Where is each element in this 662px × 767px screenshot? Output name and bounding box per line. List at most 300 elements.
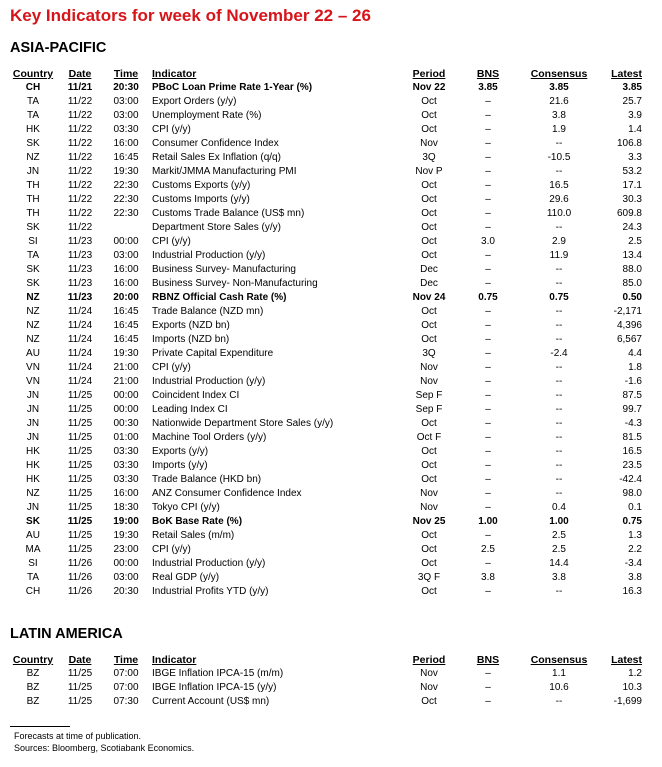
cell-date: 11/22 [67, 180, 93, 191]
cell-latest: 53.2 [622, 166, 642, 177]
cell-country: AU [26, 348, 40, 359]
cell-indicator: Retail Sales Ex Inflation (q/q) [152, 152, 281, 163]
cell-period: Oct [421, 96, 437, 107]
cell-consensus: 14.4 [549, 558, 569, 569]
cell-country: SI [28, 558, 38, 569]
cell-time: 03:30 [113, 124, 139, 135]
table-row [0, 473, 662, 487]
table-row [0, 179, 662, 193]
cell-consensus: -- [555, 376, 563, 387]
cell-consensus: 2.5 [552, 530, 566, 541]
cell-country: BZ [26, 696, 40, 707]
cell-indicator: Imports (NZD bn) [152, 334, 230, 345]
cell-latest: 1.4 [628, 124, 642, 135]
table-row [0, 403, 662, 417]
cell-country: JN [26, 390, 40, 401]
asia-table-body [0, 81, 662, 599]
table-row [0, 459, 662, 473]
cell-country: CH [25, 82, 41, 93]
cell-period: Nov P [415, 166, 443, 177]
cell-latest: 106.8 [616, 138, 642, 149]
table-row [0, 445, 662, 459]
cell-bns: – [485, 348, 491, 359]
cell-time: 16:00 [113, 138, 139, 149]
cell-country: TA [26, 250, 40, 261]
cell-latest: 3.85 [622, 82, 642, 93]
cell-time: 16:00 [113, 278, 139, 289]
cell-time: 07:00 [113, 668, 139, 679]
cell-consensus: 1.00 [549, 516, 569, 527]
cell-country: NZ [26, 292, 40, 303]
cell-latest: 30.3 [622, 194, 642, 205]
cell-date: 11/22 [67, 124, 93, 135]
cell-bns: – [485, 502, 491, 513]
col-time: Time [113, 654, 139, 666]
cell-date: 11/25 [67, 460, 93, 471]
cell-period: Oct [421, 236, 437, 247]
table-row [0, 193, 662, 207]
cell-consensus: 110.0 [546, 208, 572, 219]
cell-country: TH [26, 208, 40, 219]
cell-indicator: Customs Exports (y/y) [152, 180, 251, 191]
cell-bns: 0.75 [478, 292, 498, 303]
cell-country: JN [26, 418, 40, 429]
cell-indicator: BoK Base Rate (%) [152, 516, 243, 527]
cell-consensus: -- [555, 320, 563, 331]
cell-consensus: -- [555, 432, 563, 443]
cell-period: Dec [420, 278, 438, 289]
cell-date: 11/23 [67, 292, 93, 303]
table-row [0, 333, 662, 347]
table-row [0, 347, 662, 361]
cell-latest: 0.75 [622, 516, 642, 527]
cell-time: 03:30 [113, 474, 139, 485]
cell-date: 11/24 [67, 320, 93, 331]
cell-period: Nov [420, 362, 438, 373]
cell-latest: 1.8 [628, 362, 642, 373]
cell-country: VN [26, 376, 40, 387]
table-row [0, 361, 662, 375]
cell-country: VN [26, 362, 40, 373]
cell-consensus: -- [555, 446, 563, 457]
cell-country: SK [26, 138, 40, 149]
table-row [0, 165, 662, 179]
table-row [0, 543, 662, 557]
cell-indicator: Retail Sales (m/m) [152, 530, 235, 541]
cell-time: 07:30 [113, 696, 139, 707]
table-row [0, 417, 662, 431]
cell-latest: 3.9 [628, 110, 642, 121]
cell-date: 11/22 [67, 194, 93, 205]
cell-country: HK [26, 460, 40, 471]
asia-table-header [0, 68, 662, 81]
cell-time: 00:00 [113, 390, 139, 401]
cell-country: NZ [26, 306, 40, 317]
table-row [0, 681, 662, 695]
cell-country: JN [26, 404, 40, 415]
cell-date: 11/25 [67, 530, 93, 541]
cell-period: Oct [421, 306, 437, 317]
cell-indicator: CPI (y/y) [152, 544, 191, 555]
table-row [0, 221, 662, 235]
cell-country: JN [26, 432, 40, 443]
cell-latest: 88.0 [622, 264, 642, 275]
footnote-sources: Sources: Bloomberg, Scotiabank Economics. [14, 743, 195, 753]
cell-consensus: 2.9 [552, 236, 566, 247]
cell-bns: – [485, 222, 491, 233]
cell-latest: 4,396 [616, 320, 642, 331]
cell-indicator: Tokyo CPI (y/y) [152, 502, 220, 513]
cell-country: MA [25, 544, 41, 555]
cell-indicator: Real GDP (y/y) [152, 572, 220, 583]
cell-period: Nov [420, 502, 438, 513]
cell-latest: 2.5 [628, 236, 642, 247]
cell-bns: – [485, 166, 491, 177]
cell-latest: -1.6 [624, 376, 642, 387]
cell-period: Nov [420, 138, 438, 149]
cell-bns: – [485, 488, 491, 499]
cell-indicator: Exports (NZD bn) [152, 320, 230, 331]
cell-indicator: Nationwide Department Store Sales (y/y) [152, 418, 334, 429]
cell-country: SK [26, 264, 40, 275]
cell-latest: 24.3 [622, 222, 642, 233]
col-period: Period [412, 654, 446, 666]
cell-period: Nov [420, 668, 438, 679]
cell-time: 21:00 [113, 362, 139, 373]
cell-indicator: ANZ Consumer Confidence Index [152, 488, 302, 499]
cell-time: 03:30 [113, 446, 139, 457]
cell-date: 11/25 [67, 404, 93, 415]
cell-country: SK [26, 516, 40, 527]
cell-time: 21:00 [113, 376, 139, 387]
cell-indicator: Coincident Index CI [152, 390, 240, 401]
cell-bns: – [485, 668, 491, 679]
cell-latest: 99.7 [622, 404, 642, 415]
cell-consensus: -- [555, 362, 563, 373]
table-row [0, 695, 662, 709]
cell-consensus: -- [555, 390, 563, 401]
cell-time: 16:45 [113, 306, 139, 317]
cell-date: 11/25 [67, 474, 93, 485]
cell-indicator: IBGE Inflation IPCA-15 (y/y) [152, 682, 277, 693]
cell-date: 11/22 [67, 96, 93, 107]
cell-indicator: Business Survey- Non-Manufacturing [152, 278, 318, 289]
col-bns: BNS [476, 68, 500, 80]
cell-time: 03:00 [113, 250, 139, 261]
col-country: Country [12, 654, 54, 666]
cell-consensus: 16.5 [549, 180, 569, 191]
cell-bns: – [485, 696, 491, 707]
cell-consensus: 21.6 [549, 96, 569, 107]
cell-date: 11/22 [67, 222, 93, 233]
cell-latest: 13.4 [622, 250, 642, 261]
cell-period: Oct [421, 418, 437, 429]
cell-time: 00:00 [113, 236, 139, 247]
col-date: Date [68, 68, 92, 80]
cell-bns: – [485, 376, 491, 387]
cell-period: Oct [421, 250, 437, 261]
cell-indicator: IBGE Inflation IPCA-15 (m/m) [152, 668, 284, 679]
cell-indicator: CPI (y/y) [152, 236, 191, 247]
cell-time: 22:30 [113, 180, 139, 191]
table-row [0, 529, 662, 543]
cell-latest: 98.0 [622, 488, 642, 499]
cell-period: Oct [421, 222, 437, 233]
cell-date: 11/25 [67, 696, 93, 707]
cell-bns: – [485, 152, 491, 163]
cell-time: 19:30 [113, 166, 139, 177]
col-bns: BNS [476, 654, 500, 666]
cell-country: NZ [26, 320, 40, 331]
cell-indicator: Industrial Production (y/y) [152, 376, 266, 387]
cell-date: 11/25 [67, 682, 93, 693]
cell-consensus: 0.4 [552, 502, 566, 513]
cell-time: 20:30 [113, 586, 139, 597]
cell-date: 11/23 [67, 264, 93, 275]
table-row [0, 263, 662, 277]
cell-period: Oct [421, 544, 437, 555]
table-row [0, 585, 662, 599]
cell-consensus: 29.6 [549, 194, 569, 205]
table-row [0, 249, 662, 263]
cell-country: NZ [26, 152, 40, 163]
cell-date: 11/22 [67, 138, 93, 149]
table-row [0, 305, 662, 319]
cell-date: 11/25 [67, 418, 93, 429]
asia-pacific-heading: ASIA-PACIFIC [10, 40, 107, 56]
cell-consensus: -- [555, 488, 563, 499]
cell-date: 11/24 [67, 306, 93, 317]
cell-date: 11/25 [67, 390, 93, 401]
cell-date: 11/25 [67, 516, 93, 527]
cell-country: SK [26, 278, 40, 289]
cell-consensus: 3.8 [552, 110, 566, 121]
col-latest: Latest [611, 654, 642, 666]
cell-bns: 2.5 [481, 544, 495, 555]
cell-latest: 1.2 [628, 668, 642, 679]
cell-period: Sep F [415, 404, 443, 415]
cell-date: 11/26 [67, 572, 93, 583]
cell-time: 16:45 [113, 320, 139, 331]
col-consensus: Consensus [530, 68, 588, 80]
cell-indicator: Private Capital Expenditure [152, 348, 274, 359]
cell-latest: 6,567 [616, 334, 642, 345]
cell-period: Nov 24 [412, 292, 446, 303]
cell-period: Nov 25 [412, 516, 446, 527]
cell-indicator: Markit/JMMA Manufacturing PMI [152, 166, 297, 177]
cell-period: Oct [421, 474, 437, 485]
cell-date: 11/25 [67, 432, 93, 443]
table-row [0, 81, 662, 95]
cell-latest: 0.1 [628, 502, 642, 513]
cell-indicator: Industrial Production (y/y) [152, 250, 266, 261]
cell-consensus: -- [555, 586, 563, 597]
latam-table-body [0, 667, 662, 709]
cell-period: Oct [421, 208, 437, 219]
cell-consensus: 3.85 [549, 82, 569, 93]
cell-consensus: -- [555, 306, 563, 317]
cell-latest: 16.5 [622, 446, 642, 457]
table-row [0, 151, 662, 165]
cell-period: Oct F [416, 432, 442, 443]
col-consensus: Consensus [530, 654, 588, 666]
cell-date: 11/24 [67, 334, 93, 345]
cell-bns: – [485, 362, 491, 373]
cell-period: Dec [420, 264, 438, 275]
cell-indicator: Industrial Production (y/y) [152, 558, 266, 569]
cell-time: 20:30 [113, 82, 139, 93]
cell-latest: -1,699 [613, 696, 642, 707]
cell-bns: – [485, 250, 491, 261]
cell-consensus: -2.4 [550, 348, 568, 359]
cell-period: Oct [421, 530, 437, 541]
cell-date: 11/24 [67, 348, 93, 359]
cell-date: 11/25 [67, 544, 93, 555]
cell-latest: 25.7 [622, 96, 642, 107]
cell-latest: 87.5 [622, 390, 642, 401]
table-row [0, 375, 662, 389]
table-row [0, 571, 662, 585]
cell-period: Nov 22 [412, 82, 446, 93]
cell-country: AU [26, 530, 40, 541]
cell-date: 11/25 [67, 488, 93, 499]
cell-time: 00:00 [113, 558, 139, 569]
cell-country: TH [26, 194, 40, 205]
cell-latest: 4.4 [628, 348, 642, 359]
cell-bns: – [485, 418, 491, 429]
cell-bns: – [485, 110, 491, 121]
cell-bns: – [485, 390, 491, 401]
cell-consensus: -- [555, 460, 563, 471]
table-row [0, 515, 662, 529]
table-row [0, 291, 662, 305]
cell-consensus: -- [555, 166, 563, 177]
cell-bns: – [485, 460, 491, 471]
cell-bns: 3.85 [478, 82, 498, 93]
table-row [0, 109, 662, 123]
cell-time: 03:00 [113, 110, 139, 121]
cell-indicator: Trade Balance (HKD bn) [152, 474, 262, 485]
cell-time: 22:30 [113, 194, 139, 205]
cell-period: Nov [420, 488, 438, 499]
cell-consensus: -- [555, 278, 563, 289]
cell-indicator: Department Store Sales (y/y) [152, 222, 281, 233]
cell-latest: 85.0 [622, 278, 642, 289]
cell-consensus: 2.5 [552, 544, 566, 555]
cell-bns: – [485, 446, 491, 457]
cell-time: 07:00 [113, 682, 139, 693]
cell-time: 01:00 [113, 432, 139, 443]
cell-bns: – [485, 586, 491, 597]
cell-indicator: Customs Imports (y/y) [152, 194, 250, 205]
cell-bns: – [485, 334, 491, 345]
cell-time: 22:30 [113, 208, 139, 219]
cell-country: TH [26, 180, 40, 191]
cell-consensus: -10.5 [547, 152, 571, 163]
cell-bns: 3.8 [481, 572, 495, 583]
cell-date: 11/24 [67, 376, 93, 387]
cell-time: 18:30 [113, 502, 139, 513]
cell-date: 11/24 [67, 362, 93, 373]
cell-country: TA [26, 96, 40, 107]
table-row [0, 137, 662, 151]
cell-indicator: Export Orders (y/y) [152, 96, 237, 107]
footnote-forecasts: Forecasts at time of publication. [14, 731, 142, 741]
cell-indicator: Trade Balance (NZD mn) [152, 306, 264, 317]
cell-country: JN [26, 166, 40, 177]
cell-latest: 2.2 [628, 544, 642, 555]
cell-consensus: -- [555, 222, 563, 233]
table-row [0, 319, 662, 333]
cell-period: Oct [421, 320, 437, 331]
cell-latest: -4.3 [624, 418, 642, 429]
cell-date: 11/23 [67, 236, 93, 247]
cell-period: Nov [420, 682, 438, 693]
cell-consensus: -- [555, 334, 563, 345]
table-row [0, 501, 662, 515]
cell-period: Oct [421, 586, 437, 597]
cell-consensus: -- [555, 264, 563, 275]
cell-latest: 1.3 [628, 530, 642, 541]
cell-consensus: 11.9 [549, 250, 569, 261]
cell-time: 03:30 [113, 460, 139, 471]
cell-latest: 23.5 [622, 460, 642, 471]
col-time: Time [113, 68, 139, 80]
cell-time: 00:00 [113, 404, 139, 415]
cell-latest: 16.3 [622, 586, 642, 597]
cell-consensus: 3.8 [552, 572, 566, 583]
cell-indicator: PBoC Loan Prime Rate 1-Year (%) [152, 82, 313, 93]
cell-date: 11/25 [67, 668, 93, 679]
cell-country: BZ [26, 682, 40, 693]
cell-country: TA [26, 110, 40, 121]
cell-latest: -3.4 [624, 558, 642, 569]
cell-country: JN [26, 502, 40, 513]
cell-bns: – [485, 194, 491, 205]
table-row [0, 431, 662, 445]
latam-table-header [0, 654, 662, 667]
cell-indicator: Unemployment Rate (%) [152, 110, 262, 121]
cell-bns: – [485, 124, 491, 135]
cell-indicator: Industrial Profits YTD (y/y) [152, 586, 269, 597]
cell-consensus: 10.6 [549, 682, 569, 693]
cell-indicator: Leading Index CI [152, 404, 228, 415]
cell-period: Oct [421, 194, 437, 205]
cell-indicator: Consumer Confidence Index [152, 138, 279, 149]
cell-consensus: -- [555, 404, 563, 415]
cell-time: 16:00 [113, 488, 139, 499]
table-row [0, 123, 662, 137]
col-latest: Latest [611, 68, 642, 80]
cell-latest: 3.3 [628, 152, 642, 163]
cell-indicator: Exports (y/y) [152, 446, 209, 457]
cell-consensus: -- [555, 696, 563, 707]
cell-latest: 81.5 [622, 432, 642, 443]
cell-indicator: Imports (y/y) [152, 460, 208, 471]
cell-period: Sep F [415, 390, 443, 401]
cell-period: Oct [421, 460, 437, 471]
cell-time: 16:45 [113, 152, 139, 163]
cell-date: 11/26 [67, 586, 93, 597]
cell-bns: – [485, 278, 491, 289]
cell-bns: – [485, 320, 491, 331]
cell-period: Oct [421, 110, 437, 121]
cell-indicator: Business Survey- Manufacturing [152, 264, 296, 275]
latin-america-heading: LATIN AMERICA [10, 626, 123, 642]
cell-time: 00:30 [113, 418, 139, 429]
cell-indicator: Machine Tool Orders (y/y) [152, 432, 267, 443]
cell-bns: – [485, 474, 491, 485]
